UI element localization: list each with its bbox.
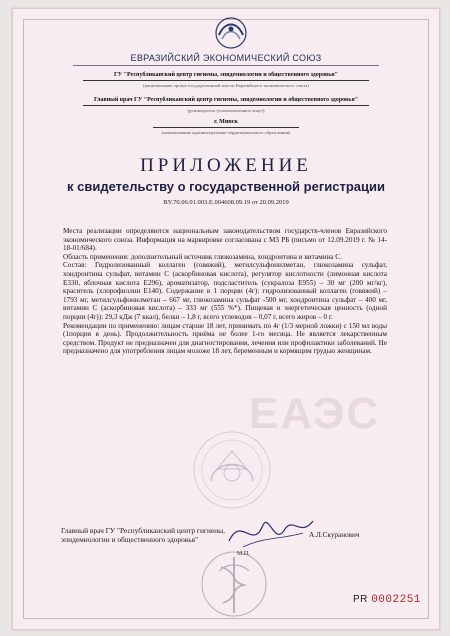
signatory-title: Главный врач ГУ "Республиканский центр гигиены, эпидемиологии и общественного здоровья" <box>61 526 225 544</box>
serial-number <box>353 594 421 606</box>
emblem-seal-icon <box>191 429 273 511</box>
certificate-sheet <box>12 8 440 630</box>
city: г. Минск <box>153 119 299 128</box>
body-paragraph: Область применения: дополнительный источник глюкозамина, хондроитина и витамина С. <box>63 252 342 261</box>
city-block <box>153 119 299 136</box>
body-paragraph: Рекомендации по применению: лицам старше 18 лет, принимать по 4г (1/3 мерной ложки) с 150 мл воды (1порция в день). Продолжительность приёма не более 1-го месяца. Не является лекарственным средством. Продукт не предназначен для диагностирования, лечения или профилактики заболеваний. Не предназначено для употребления лицам моложе 18 лет, беременным и кормящим грудью женщинам. <box>63 321 387 356</box>
header-divider <box>73 65 379 66</box>
head-doctor-line: Главный врач ГУ "Республиканский центр гигиены, эпидемиологии и общественного здоровья" <box>83 97 369 106</box>
body-paragraph: Места реализации определяются национальным законодательством государств-членов Евразийского экономического союза. Информация на маркировке согласована с МЗ РБ (письмо от 12.09.2019 г. № 14-18-01/684). <box>63 227 387 253</box>
issuer-org-caption: (наименование органа государственной власти Евразийского экономического союза) <box>143 83 309 88</box>
eaeu-emblem-icon <box>213 15 249 51</box>
head-doctor-block <box>83 97 369 114</box>
issuer-org-block <box>83 72 369 89</box>
body-paragraph: Состав: Гидролизованный коллаген (говяжий), метилсульфонилметан, глюкозамина сульфат, хондроитина сульфат, витамин С (аскорбиновая кислота), регулятор кислотности (лимонная кислота Е330, яблочная кислота Е296), ароматизатор, подсластитель (сукралоза Е955) – 30 мг (200 мг/кг), краситель (хлорофиллин Е140). Содержание в 1 порции (4г): гидролизованный коллаген (говяжий) – 1793 мг, метилсульфонилметан – 667 мг, глюкозамина сульфат -500 мг, хондроитина сульфат – 400 мг, витамин С (аскорбиновая кислота) – 333 мг (555 %*). Пищевая и энергетическая ценность (одной порции (4г)): 29,3 кДж (7 ккал), белки – 1,8 г, всего углеводов – 0,07 г, всего жиров – 0 г. <box>63 261 387 321</box>
issuer-org: ГУ "Республиканский центр гигиены, эпидемиологии и общественного здоровья" <box>83 72 369 81</box>
union-name: ЕВРАЗИЙСКИЙ ЭКОНОМИЧЕСКИЙ СОЮЗ <box>130 53 322 63</box>
registration-number: BY.70.06.01.003.E.004608.09.19 от 20.09.2019 <box>163 199 289 206</box>
eaeu-watermark: ЕАЭС <box>249 389 381 438</box>
document-subtitle: к свидетельству о государственной регистрации <box>67 179 385 194</box>
stamp-place: М.П. <box>237 551 250 557</box>
document-title: ПРИЛОЖЕНИЕ <box>140 155 312 176</box>
city-caption: (наименование административно-территориального образования) <box>161 130 291 135</box>
head-doctor-caption: (руководитель (уполномоченное лицо)) <box>187 108 265 113</box>
medical-stamp-icon <box>199 545 269 623</box>
serial-prefix: PR <box>353 594 368 605</box>
serial-digits: 0002251 <box>371 594 421 606</box>
signer-name: А.Л.Скуранович <box>309 531 360 539</box>
body-text <box>63 227 387 356</box>
